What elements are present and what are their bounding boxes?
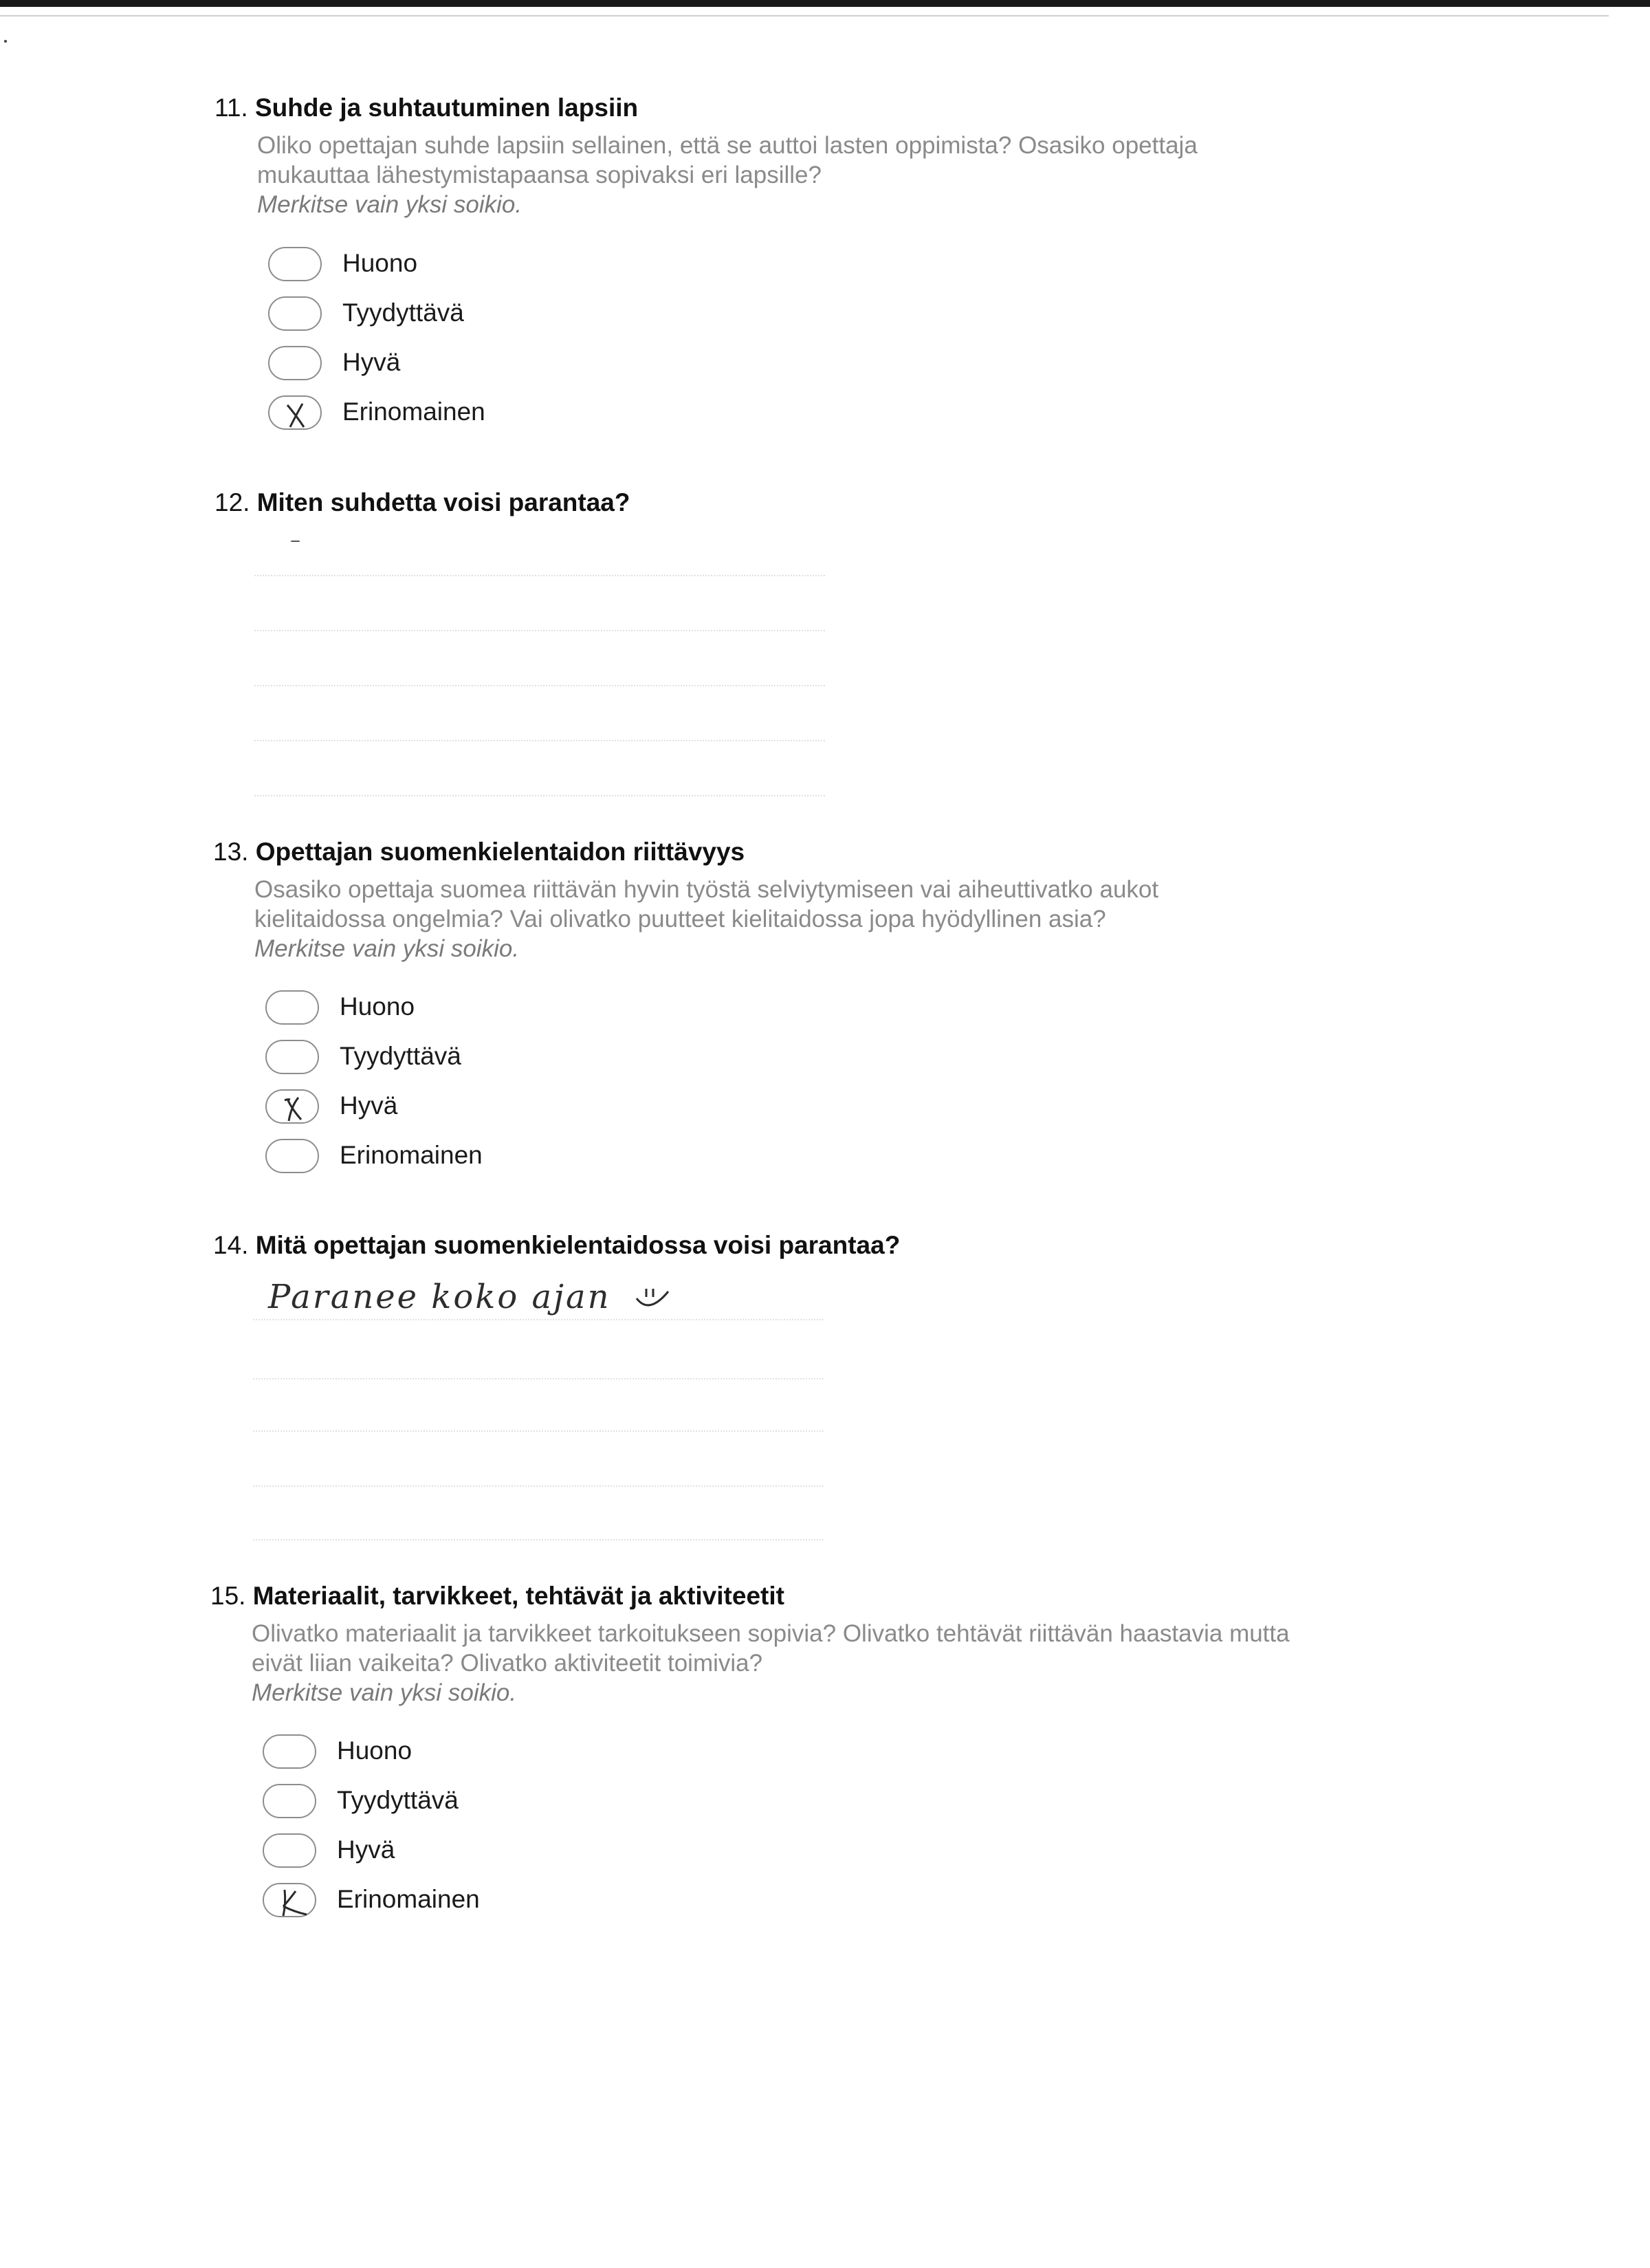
question-title: [213, 1231, 900, 1260]
option-label: Tyydyttävä: [337, 1786, 459, 1814]
question-text: Materiaalit, tarvikkeet, tehtävät ja aktiviteetit: [252, 1582, 784, 1610]
question-text: Mitä opettajan suomenkielentaidossa voisi parantaa?: [255, 1231, 901, 1259]
question-description: [257, 131, 1426, 190]
option-label: Hyvä: [342, 348, 401, 376]
question-text: Miten suhdetta voisi parantaa?: [256, 488, 630, 516]
answer-line: [254, 575, 825, 576]
answer-line: [254, 740, 825, 741]
answer-line: [253, 1378, 824, 1380]
radio-oval[interactable]: [263, 1833, 316, 1868]
radio-oval[interactable]: [268, 395, 322, 430]
radio-oval[interactable]: [263, 1734, 316, 1769]
handwritten-answer: –: [290, 528, 302, 552]
answer-line: [254, 795, 825, 796]
radio-oval[interactable]: [265, 1089, 319, 1124]
description-line: eivät liian vaikeita? Olivatko aktiviteetit toimivia?: [252, 1650, 763, 1677]
option-label: Tyydyttävä: [342, 298, 464, 327]
description-line: mukauttaa lähestymistapaansa sopivaksi eri lapsille?: [257, 162, 822, 188]
description-line: Olivatko materiaalit ja tarvikkeet tarkoitukseen sopivia? Olivatko tehtävät riittävän haastavia mutta: [252, 1620, 1290, 1647]
question-hint: Merkitse vain yksi soikio.: [257, 191, 522, 218]
radio-oval[interactable]: [265, 1040, 319, 1074]
question-title: [214, 488, 630, 517]
option-label: Erinomainen: [340, 1141, 483, 1169]
option-label: Hyvä: [337, 1835, 395, 1864]
description-line: Oliko opettajan suhde lapsiin sellainen, että se auttoi lasten oppimista? Osasiko opettaja: [257, 132, 1198, 159]
question-text: Suhde ja suhtautuminen lapsiin: [254, 94, 639, 122]
answer-line: [253, 1539, 824, 1540]
question-title: [210, 1582, 784, 1611]
scan-speck: [4, 40, 7, 43]
option-label: Hyvä: [340, 1091, 398, 1120]
question-hint: Merkitse vain yksi soikio.: [252, 1679, 517, 1706]
description-line: kielitaidossa ongelmia? Vai olivatko puutteet kielitaidossa jopa hyödyllinen asia?: [254, 906, 1106, 933]
question-number: 12.: [214, 488, 250, 516]
radio-oval[interactable]: [263, 1883, 316, 1917]
radio-oval[interactable]: [268, 296, 322, 331]
radio-oval[interactable]: [265, 990, 319, 1025]
handwritten-answer: Paranee koko ajan: [268, 1278, 611, 1316]
handwritten-x-mark-icon: [264, 1884, 318, 1923]
question-number: 15.: [210, 1582, 246, 1610]
question-title: [213, 838, 745, 866]
description-line: Osasiko opettaja suomea riittävän hyvin työstä selviytymiseen vai aiheuttivatko aukot: [254, 876, 1159, 903]
radio-oval[interactable]: [265, 1139, 319, 1173]
question-description: [254, 875, 1423, 934]
question-number: 11.: [214, 94, 248, 122]
handwritten-x-mark-icon: [270, 397, 323, 435]
option-label: Erinomainen: [337, 1885, 480, 1913]
handwritten-x-mark-icon: [267, 1091, 320, 1129]
answer-line: [254, 630, 825, 631]
option-label: Huono: [337, 1736, 412, 1765]
option-label: Huono: [342, 249, 418, 277]
scan-edge-top: [0, 0, 1650, 7]
option-label: Tyydyttävä: [340, 1042, 461, 1070]
question-title: [214, 94, 638, 122]
question-text: Opettajan suomenkielentaidon riittävyys: [255, 838, 745, 866]
answer-line: [253, 1430, 824, 1432]
answer-line: [253, 1319, 824, 1320]
question-hint: Merkitse vain yksi soikio.: [254, 935, 520, 962]
radio-oval[interactable]: [268, 346, 322, 380]
question-number: 14.: [213, 1231, 249, 1259]
radio-oval[interactable]: [268, 247, 322, 281]
option-label: Erinomainen: [342, 397, 485, 426]
question-number: 13.: [213, 838, 249, 866]
answer-line: [254, 685, 825, 686]
option-label: Huono: [340, 992, 415, 1021]
answer-line: [253, 1485, 824, 1487]
question-description: [252, 1619, 1420, 1678]
scan-edge-line: [0, 15, 1609, 17]
radio-oval[interactable]: [263, 1784, 316, 1818]
